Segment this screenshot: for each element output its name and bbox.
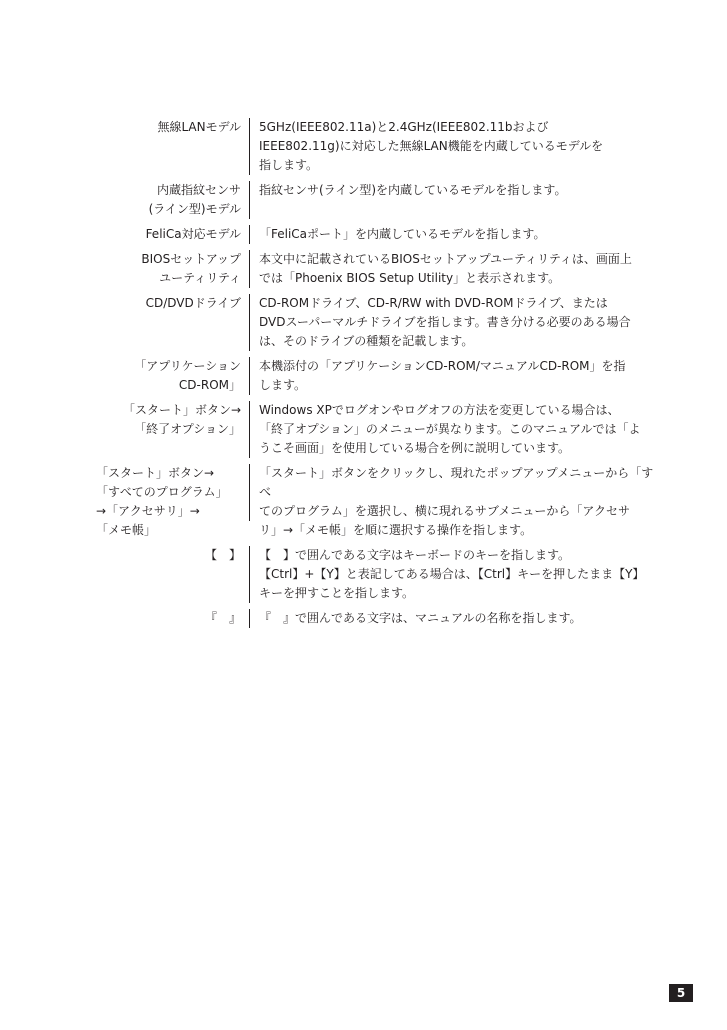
desc-line: 「FeliCaポート」を内蔵しているモデルを指します。 [259,227,546,241]
term-fingerprint [118,181,249,219]
term-line: 「アプリケーション [134,359,241,373]
desc-line: CD-ROMドライブ、CD-R/RW with DVD-ROMドライブ、または [259,296,608,310]
term-line: CD-ROM」 [178,378,241,392]
desc-line: 【Ctrl】+【Y】と表記してある場合は、【Ctrl】キーを押したまま【Y】 [259,567,645,581]
row-notepad-path [96,464,658,540]
page-number: 5 [669,984,693,1002]
desc-line: 「スタート」ボタンをクリックし、現れたポップアップメニューから「すべ [259,466,654,499]
term-notepad-path [96,464,249,540]
term-line: 「スタート」ボタン→ [96,466,215,480]
desc-shutdown-options [250,401,658,458]
row-felica [118,225,658,244]
term-app-cd [118,357,249,395]
desc-felica [250,225,658,244]
desc-line: 指紋センサ(ライン型)を内蔵しているモデルを指します。 [259,183,567,197]
desc-app-cd [250,357,658,395]
desc-fingerprint [250,181,658,219]
term-manual-brackets [118,609,249,628]
desc-line: 【 】で囲んである文字はキーボードのキーを指します。 [259,548,571,562]
row-manual-brackets [118,609,658,628]
desc-notepad-path [250,464,658,540]
term-bios [118,250,249,288]
desc-line: IEEE802.11g)に対応した無線LAN機能を内蔵しているモデルを [259,139,604,153]
term-shutdown-options [118,401,249,458]
row-bios [118,250,658,288]
desc-line: します。 [259,378,307,392]
row-wireless-lan [118,118,658,175]
term-line: 無線LANモデル [157,120,241,134]
desc-line: では「Phoenix BIOS Setup Utility」と表示されます。 [259,271,561,285]
term-wireless-lan [118,118,249,175]
term-line: ユーティリティ [159,271,241,285]
term-line: CD/DVDドライブ [145,296,241,310]
term-felica [118,225,249,244]
term-cd-dvd [118,294,249,351]
desc-line: 5GHz(IEEE802.11a)と2.4GHz(IEEE802.11bおよび [259,120,549,134]
desc-line: 指します。 [259,158,319,172]
desc-line: 『 』で囲んである文字は、マニュアルの名称を指します。 [259,611,582,625]
term-line: 「すべてのプログラム」 [96,485,228,499]
desc-key-brackets [250,546,658,603]
term-line: FeliCa対応モデル [145,227,241,241]
desc-line: Windows XPでログオンやログオフの方法を変更している場合は、 [259,403,620,417]
row-cd-dvd [118,294,658,351]
desc-line: キーを押すことを指します。 [259,586,415,600]
desc-line: うこそ画面」を使用している場合を例に説明しています。 [259,441,571,455]
row-shutdown-options [118,401,658,458]
desc-line: てのプログラム」を選択し、横に現れるサブメニューから「アクセサ [259,504,631,518]
term-line: 「スタート」ボタン→ [122,403,241,417]
term-line: 内蔵指紋センサ [156,183,241,197]
term-line: →「アクセサリ」→ [96,504,200,518]
desc-line: 本文中に記載されているBIOSセットアップユーティリティは、画面上 [259,252,632,266]
row-fingerprint [118,181,658,219]
term-line: 【 】 [204,548,241,562]
desc-manual-brackets [250,609,658,628]
term-line: 『 』 [204,611,241,625]
desc-line: リ」→「メモ帳」を順に選択する操作を指します。 [259,523,533,537]
desc-line: DVDスーパーマルチドライブを指します。書き分ける必要のある場合 [259,315,631,329]
term-line: (ライン型)モデル [148,202,241,216]
term-line: 「メモ帳」 [96,523,157,537]
desc-wireless-lan [250,118,658,175]
term-line: BIOSセットアップ [141,252,241,266]
term-key-brackets [118,546,249,603]
row-key-brackets [118,546,658,603]
definition-table [96,118,658,628]
desc-line: は、そのドライブの種類を記載します。 [259,334,474,348]
desc-bios [250,250,658,288]
desc-line: 「終了オプション」のメニューが異なります。このマニュアルでは「よ [259,422,641,436]
term-line: 「終了オプション」 [134,422,241,436]
row-app-cd [118,357,658,395]
desc-cd-dvd [250,294,658,351]
desc-line: 本機添付の「アプリケーションCD-ROM/マニュアルCD-ROM」を指 [259,359,626,373]
